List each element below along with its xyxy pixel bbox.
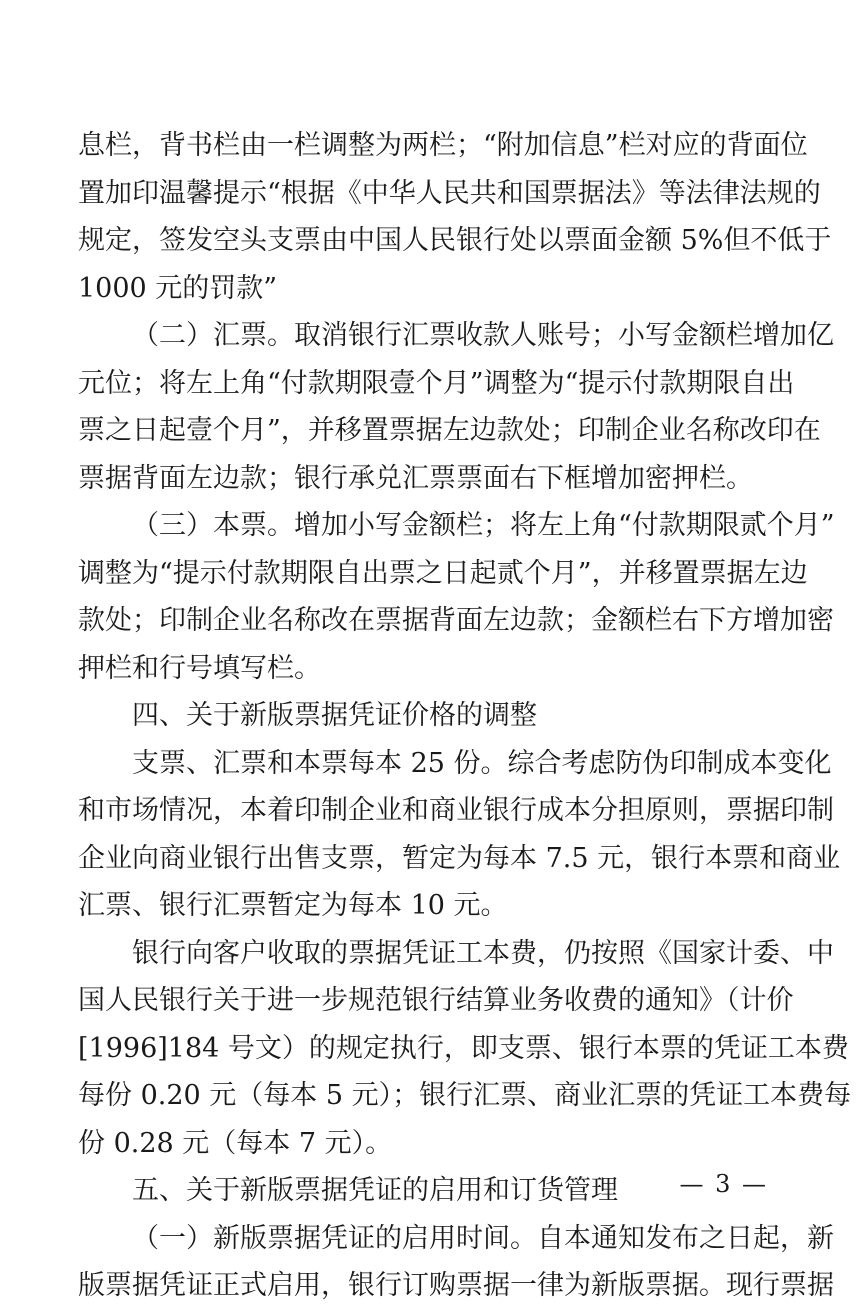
text-line-content: 押栏和行号填写栏。 [78, 652, 321, 684]
text-line-content: 国人民银行关于进一步规范银行结算业务收费的通知》（计价 [78, 985, 794, 1016]
text-line [78, 360, 795, 408]
text-line-content: 四、关于新版票据凭证价格的调整 [132, 700, 537, 731]
text-line-content: 每份 0.20 元（每本 5 元）；银行汇票、商业汇票的凭证工本费每 [78, 1080, 852, 1111]
text-line-content: 份 0.28 元（每本 7 元）。 [78, 1127, 393, 1159]
text-line [78, 1262, 834, 1310]
text-line-content: 置加印温馨提示“根据《中华人民共和国票据法》等法律法规的 [78, 177, 821, 209]
text-line-content: 元位；将左上角“付款期限壹个月”调整为“提示付款期限自出 [78, 367, 795, 399]
text-line-content: 汇票、银行汇票暂定为每本 10 元。 [78, 890, 508, 921]
text-line [78, 787, 834, 835]
document-body [78, 122, 852, 1310]
text-line-content: 企业向商业银行出售支票，暂定为每本 7.5 元，银行本票和商业 [78, 842, 841, 874]
text-line-content: 款处；印制企业名称改在票据背面左边款；金额栏右下方增加密 [78, 605, 834, 636]
text-line-content: （二）汇票。取消银行汇票收款人账号；小写金额栏增加亿 [132, 320, 834, 351]
text-line [78, 1072, 852, 1120]
text-line-content: （一）新版票据凭证的启用时间。自本通知发布之日起，新 [132, 1222, 834, 1254]
text-line-content: 版票据凭证正式启用，银行订购票据一律为新版票据。现行票据 [78, 1270, 834, 1301]
text-line-content: 票之日起壹个月”，并移置票据左边款处；印制企业名称改印在 [78, 415, 821, 446]
text-line [78, 930, 834, 978]
text-line [78, 502, 835, 550]
text-line-content: 银行向客户收取的票据凭证工本费，仍按照《国家计委、中 [132, 937, 834, 969]
text-line [78, 170, 821, 218]
text-line [78, 1120, 790, 1168]
text-line-content: 五、关于新版票据凭证的启用和订货管理 [132, 1175, 618, 1206]
text-line [78, 597, 834, 645]
text-line-content: 调整为“提示付款期限自出票之日起贰个月”，并移置票据左边 [78, 557, 808, 589]
text-line [78, 692, 790, 740]
page-number: — 3 — [679, 1170, 768, 1198]
text-line-content: （三）本票。增加小写金额栏；将左上角“付款期限贰个月” [132, 510, 835, 541]
text-line [78, 312, 834, 360]
text-line-content: 1000 元的罚款” [78, 272, 278, 304]
text-line [78, 835, 841, 883]
text-line-content: 和市场情况，本着印制企业和商业银行成本分担原则，票据印制 [78, 795, 834, 826]
text-line-content: 票据背面左边款；银行承兑汇票票面右下框增加密押栏。 [78, 462, 753, 494]
text-line [78, 407, 821, 455]
text-line [78, 1215, 834, 1263]
text-line [78, 882, 790, 930]
text-line-content: 息栏，背书栏由一栏调整为两栏；“附加信息”栏对应的背面位 [78, 130, 808, 161]
text-line [78, 455, 790, 503]
text-line [78, 740, 832, 788]
text-line-content: 支票、汇票和本票每本 25 份。综合考虑防伪印制成本变化 [132, 747, 832, 779]
text-line [78, 122, 808, 170]
text-line-content: 规定，签发空头支票由中国人民银行处以票面金额 5%但不低于 [78, 225, 832, 256]
text-line [78, 977, 794, 1025]
text-line [78, 645, 790, 693]
text-line-content: [1996]184 号文）的规定执行，即支票、银行本票的凭证工本费 [78, 1032, 849, 1064]
text-line [78, 265, 790, 313]
text-line [78, 1025, 849, 1073]
text-line [78, 550, 808, 598]
text-line [78, 217, 832, 265]
